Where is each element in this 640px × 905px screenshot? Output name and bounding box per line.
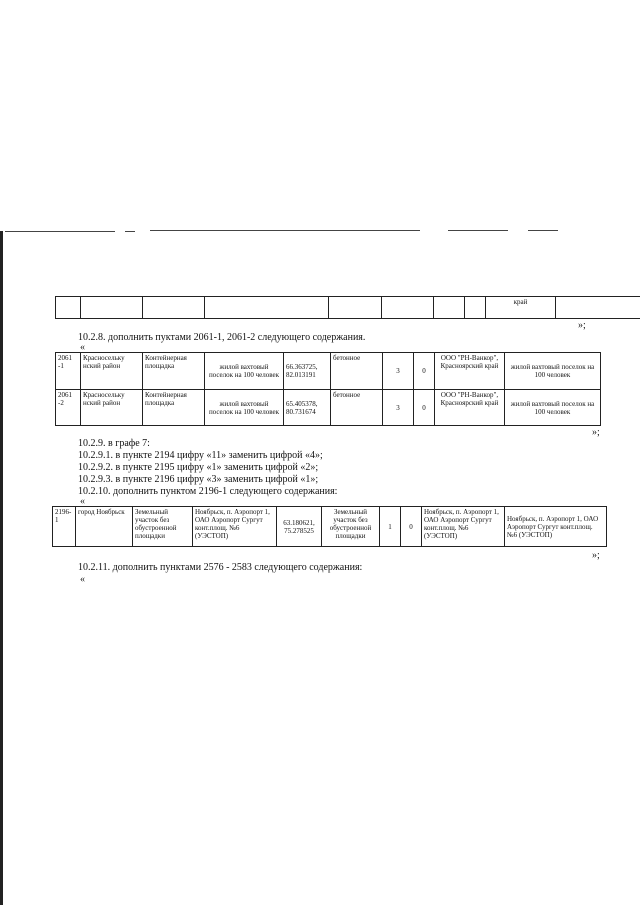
open-quote: «	[80, 496, 85, 507]
table-row	[56, 390, 601, 426]
cell-count: 3	[383, 390, 414, 426]
cell-count: 3	[383, 353, 414, 390]
cell-owner: ООО "РН-Ванкор", Красноярский край	[435, 353, 505, 390]
paragraph-10-2-11: 10.2.11. дополнить пунктами 2576 - 2583 следующего содержания:	[78, 562, 363, 573]
table-row	[53, 507, 607, 547]
close-quote: »;	[578, 320, 586, 331]
paragraph-10-2-8: 10.2.8. дополнить пуктами 2061-1, 2061-2 следующего содержания.	[78, 332, 366, 343]
cell-surface: бетонное	[331, 390, 383, 426]
cell-type: Контейнерная площадка	[143, 353, 205, 390]
region-cell: край	[486, 297, 556, 319]
cell-num: 2061 -2	[56, 390, 81, 426]
scan-edge	[0, 231, 3, 905]
close-quote: »;	[592, 427, 600, 438]
cell-count: 1	[380, 507, 401, 547]
cell-district: город Ноябрьск	[76, 507, 133, 547]
close-quote: »;	[592, 550, 600, 561]
open-quote: «	[80, 342, 85, 353]
scan-top-line	[5, 231, 115, 232]
cell-zero: 0	[414, 353, 435, 390]
cell-served: жилой вахтовый поселок на 100 человек	[505, 353, 601, 390]
cell-zero: 0	[414, 390, 435, 426]
cell-served: Ноябрьск, п. Аэропорт 1, ОАО Аэропорт Сургут конт.площ. №6 (УЭСТОП)	[505, 507, 607, 547]
cell-surface: бетонное	[331, 353, 383, 390]
cell-zero: 0	[401, 507, 422, 547]
cell-surface: Земельный участок без обустроенной площадки	[322, 507, 380, 547]
cell-num: 2061 -1	[56, 353, 81, 390]
scan-top-line	[448, 230, 508, 231]
cell-type: Земельный участок без обустроенной площадки	[133, 507, 193, 547]
table-2061	[55, 352, 601, 426]
cell-place: жилой вахтовый поселок на 100 человек	[205, 390, 284, 426]
paragraph-10-2-9-1: 10.2.9.1. в пункте 2194 цифру «11» заменить цифрой «4»;	[78, 450, 323, 461]
scan-top-line	[528, 230, 558, 231]
scan-top-line	[125, 231, 135, 232]
paragraph-10-2-9-3: 10.2.9.3. в пункте 2196 цифру «3» заменить цифрой «1»;	[78, 474, 319, 485]
cell-type: Контейнерная площадка	[143, 390, 205, 426]
cell-owner: ООО "РН-Ванкор", Красноярский край	[435, 390, 505, 426]
cell-coords: 65.405378, 80.731674	[284, 390, 331, 426]
cell-served: жилой вахтовый поселок на 100 человек	[505, 390, 601, 426]
scan-top-line	[150, 230, 420, 231]
partial-table	[55, 296, 640, 319]
cell-place: Ноябрьск, п. Аэропорт 1, ОАО Аэропорт Сургут конт.площ. №6 (УЭСТОП)	[193, 507, 277, 547]
paragraph-10-2-9-2: 10.2.9.2. в пункте 2195 цифру «1» заменить цифрой «2»;	[78, 462, 319, 473]
cell-coords: 63.180621, 75.278525	[277, 507, 322, 547]
cell-coords: 66.363725, 82.013191	[284, 353, 331, 390]
cell-num: 2196-1	[53, 507, 76, 547]
cell-district: Красносельку нский район	[81, 353, 143, 390]
table-row	[56, 297, 640, 319]
paragraph-10-2-10: 10.2.10. дополнить пунктом 2196-1 следующего содержания:	[78, 486, 338, 497]
cell-owner: Ноябрьск, п. Аэропорт 1, ОАО Аэропорт Сургут конт.площ. №6 (УЭСТОП)	[422, 507, 505, 547]
table-row	[56, 353, 601, 390]
open-quote: «	[80, 574, 85, 585]
cell-place: жилой вахтовый поселок на 100 человек	[205, 353, 284, 390]
cell-district: Красносельку нский район	[81, 390, 143, 426]
table-2196	[52, 506, 607, 547]
paragraph-10-2-9: 10.2.9. в графе 7:	[78, 438, 150, 449]
